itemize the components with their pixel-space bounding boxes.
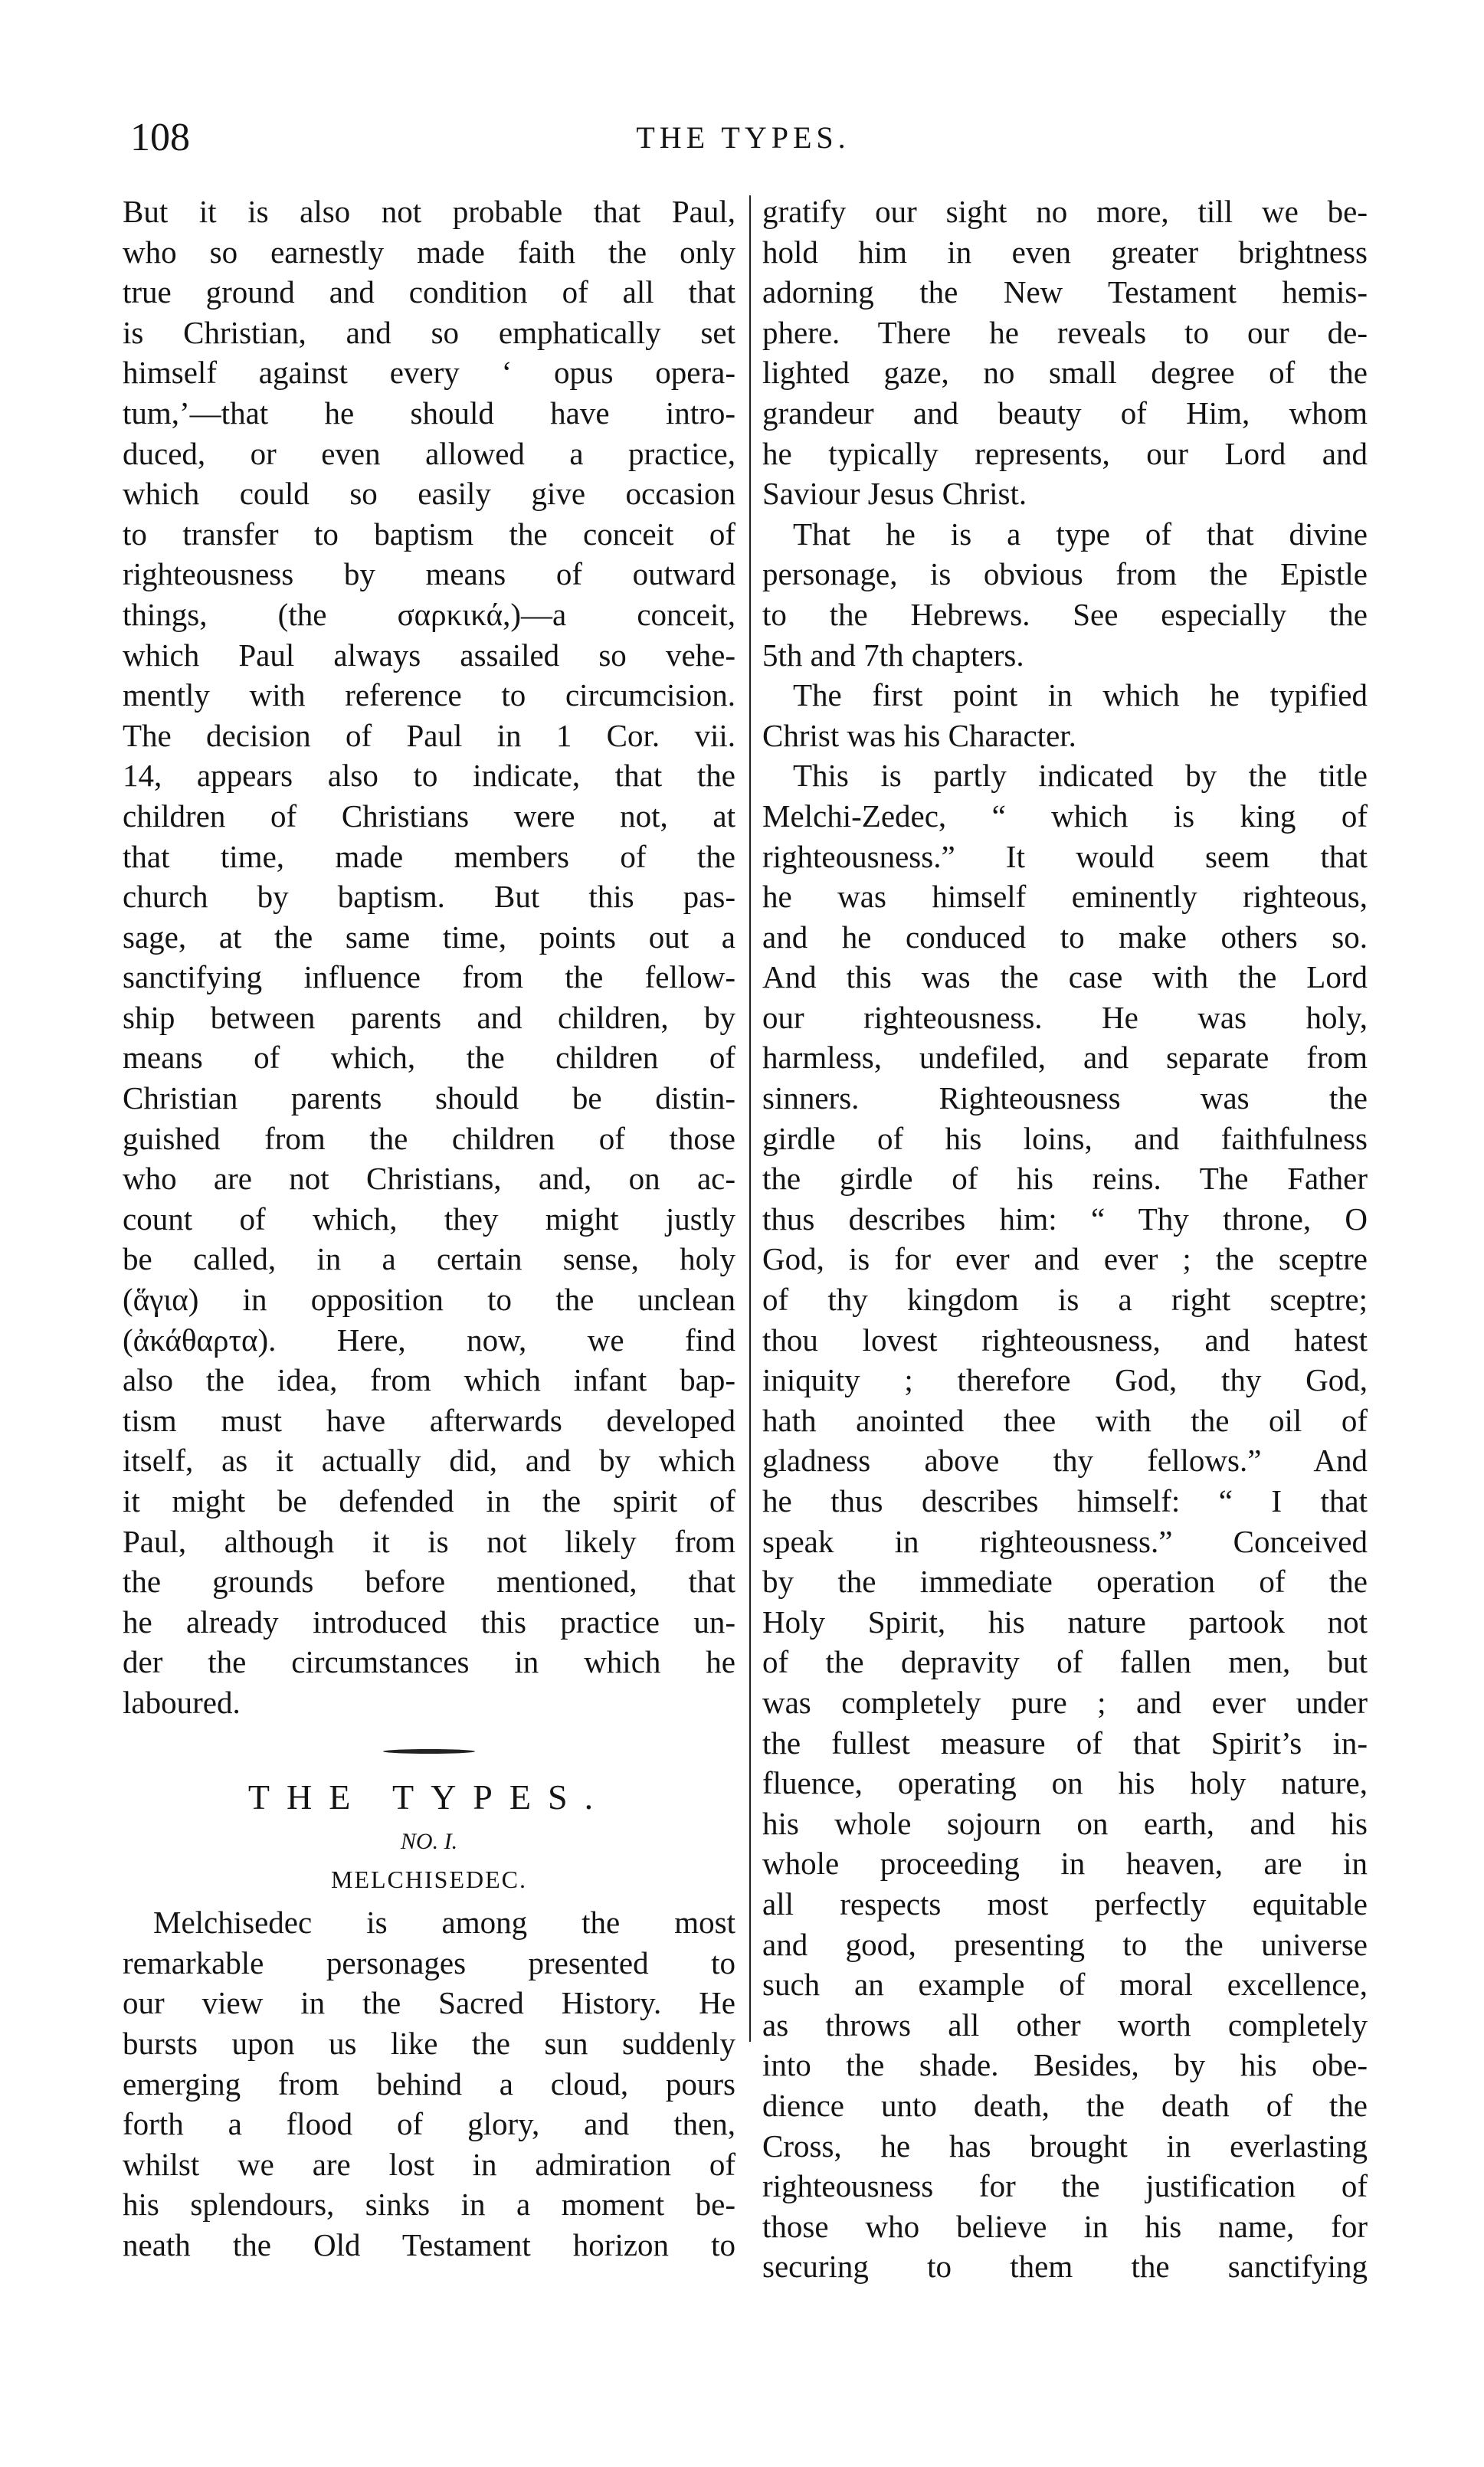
- section-title: THE TYPES.: [247, 1777, 611, 1817]
- text-line: which could so easily give occasion: [123, 476, 735, 512]
- text-line: righteousness by means of outward: [123, 556, 735, 592]
- text-line: Saviour Jesus Christ.: [762, 476, 1027, 512]
- text-line: thus describes him: “ Thy throne, O: [762, 1201, 1368, 1237]
- text-line: (ἅγια) in opposition to the unclean: [123, 1282, 735, 1318]
- text-line: harmless, undefiled, and separate from: [762, 1040, 1368, 1076]
- page-header: [130, 115, 1356, 176]
- text-line: ship between parents and children, by: [123, 999, 735, 1035]
- text-line: to the Hebrews. See especially the: [762, 596, 1368, 632]
- text-line: into the shade. Besides, by his obe-: [762, 2047, 1368, 2083]
- text-line: securing to them the sanctifying: [762, 2249, 1368, 2285]
- text-line: 14, appears also to indicate, that the: [123, 758, 735, 794]
- text-line: God, is for ever and ever ; the sceptre: [762, 1241, 1368, 1277]
- text-line: girdle of his loins, and faithfulness: [762, 1120, 1368, 1156]
- text-line: count of which, they might justly: [123, 1201, 735, 1237]
- text-line: which Paul always assailed so vehe-: [123, 637, 735, 673]
- text-line: who so earnestly made faith the only: [123, 234, 735, 270]
- text-line: by the immediate operation of the: [762, 1564, 1368, 1600]
- text-line: he typically represents, our Lord and: [762, 435, 1368, 471]
- text-line: gladness above thy fellows.” And: [762, 1443, 1368, 1479]
- text-line: hath anointed thee with the oil of: [762, 1402, 1368, 1438]
- text-line: it might be defended in the spirit of: [123, 1483, 735, 1519]
- text-line: 5th and 7th chapters.: [762, 637, 1024, 673]
- text-line: This is partly indicated by the title: [793, 758, 1368, 794]
- text-line: he was himself eminently righteous,: [762, 879, 1368, 915]
- text-line: That he is a type of that divine: [793, 516, 1368, 552]
- text-line: emerging from behind a cloud, pours: [123, 2066, 735, 2102]
- text-line: his splendours, sinks in a moment be-: [123, 2187, 735, 2223]
- text-line: to transfer to baptism the conceit of: [123, 516, 735, 552]
- text-line: mently with reference to circumcision.: [123, 677, 735, 713]
- text-line: grandeur and beauty of Him, whom: [762, 395, 1368, 431]
- text-line: Melchisedec is among the most: [153, 1905, 735, 1941]
- text-line: speak in righteousness.” Conceived: [762, 1523, 1368, 1559]
- text-line: whilst we are lost in admiration of: [123, 2146, 735, 2182]
- text-line: lighted gaze, no small degree of the: [762, 355, 1368, 391]
- right-column: [762, 192, 1368, 2287]
- text-line: neath the Old Testament horizon to: [123, 2226, 735, 2262]
- text-line: iniquity ; therefore God, thy God,: [762, 1362, 1368, 1398]
- text-line: such an example of moral excellence,: [762, 1967, 1368, 2003]
- text-line: also the idea, from which infant bap-: [123, 1362, 735, 1398]
- text-line: bursts upon us like the sun suddenly: [123, 2025, 735, 2061]
- text-line: and he conduced to make others so.: [762, 919, 1368, 955]
- text-line: who are not Christians, and, on ac-: [123, 1161, 735, 1197]
- text-line: is Christian, and so emphatically set: [123, 314, 735, 350]
- text-line: whole proceeding in heaven, are in: [762, 1846, 1368, 1882]
- text-line: dience unto death, the death of the: [762, 2087, 1368, 2123]
- text-line: all respects most perfectly equitable: [762, 1885, 1368, 1922]
- text-line: things, (the σαρκικά,)—a conceit,: [123, 596, 735, 632]
- text-line: Christian parents should be distin-: [123, 1080, 735, 1116]
- text-line: Cross, he has brought in everlasting: [762, 2128, 1368, 2164]
- text-line: sanctifying influence from the fellow-: [123, 959, 735, 995]
- text-line: remarkable personages presented to: [123, 1944, 735, 1980]
- text-line: (ἀκάθαρτα). Here, now, we find: [123, 1322, 735, 1358]
- text-line: sinners. Righteousness was the: [762, 1080, 1368, 1116]
- text-line: the girdle of his reins. The Father: [762, 1161, 1368, 1197]
- text-line: he already introduced this practice un-: [123, 1604, 735, 1640]
- text-line: church by baptism. But this pas-: [123, 879, 735, 915]
- text-line: itself, as it actually did, and by which: [123, 1443, 735, 1479]
- text-line: our view in the Sacred History. He: [123, 1985, 735, 2021]
- text-line: of thy kingdom is a right sceptre;: [762, 1282, 1368, 1318]
- text-line: The decision of Paul in 1 Cor. vii.: [123, 717, 735, 753]
- text-line: forth a flood of glory, and then,: [123, 2106, 735, 2142]
- section-ornament: [123, 1723, 735, 1764]
- text-line: tum,’—that he should have intro-: [123, 395, 735, 431]
- page-number: 108: [130, 116, 190, 159]
- text-line: his whole sojourn on earth, and his: [762, 1805, 1368, 1841]
- column-divider: [749, 195, 751, 2042]
- text-line: was completely pure ; and ever under: [762, 1684, 1368, 1720]
- text-line: phere. There he reveals to our de-: [762, 314, 1368, 350]
- text-line: personage, is obvious from the Epistle: [762, 556, 1368, 592]
- text-line: the grounds before mentioned, that: [123, 1564, 735, 1600]
- running-head: THE TYPES.: [636, 120, 850, 155]
- text-line: guished from the children of those: [123, 1120, 735, 1156]
- text-line: Melchi-Zedec, “ which is king of: [762, 798, 1368, 834]
- text-line: der the circumstances in which he: [123, 1644, 735, 1680]
- text-line: Paul, although it is not likely from: [123, 1523, 735, 1559]
- text-line: he thus describes himself: “ I that: [762, 1483, 1368, 1519]
- left-column: [123, 192, 735, 2266]
- text-line: adorning the New Testament hemis-: [762, 274, 1368, 310]
- text-line: The first point in which he typified: [793, 677, 1368, 713]
- section-subtitle: MELCHISEDEC.: [331, 1866, 527, 1894]
- text-line: children of Christians were not, at: [123, 798, 735, 834]
- text-line: be called, in a certain sense, holy: [123, 1241, 735, 1277]
- text-line: But it is also not probable that Paul,: [123, 194, 735, 229]
- text-line: and good, presenting to the universe: [762, 1926, 1368, 1962]
- text-line: our righteousness. He was holy,: [762, 999, 1368, 1035]
- text-line: that time, made members of the: [123, 838, 735, 874]
- text-line: gratify our sight no more, till we be-: [762, 194, 1368, 229]
- section-number: NO. I.: [400, 1829, 458, 1855]
- text-line: righteousness.” It would seem that: [762, 838, 1368, 874]
- text-line: sage, at the same time, points out a: [123, 919, 735, 955]
- text-line: true ground and condition of all that: [123, 274, 735, 310]
- text-line: of the depravity of fallen men, but: [762, 1644, 1368, 1680]
- text-line: fluence, operating on his holy nature,: [762, 1765, 1368, 1801]
- text-line: And this was the case with the Lord: [762, 959, 1368, 995]
- text-line: means of which, the children of: [123, 1040, 735, 1076]
- text-line: those who believe in his name, for: [762, 2208, 1368, 2244]
- text-line: hold him in even greater brightness: [762, 234, 1368, 270]
- text-line: righteousness for the justification of: [762, 2168, 1368, 2204]
- text-line: Christ was his Character.: [762, 717, 1076, 753]
- text-line: duced, or even allowed a practice,: [123, 435, 735, 471]
- text-line: tism must have afterwards developed: [123, 1402, 735, 1438]
- text-line: thou lovest righteousness, and hatest: [762, 1322, 1368, 1358]
- text-line: laboured.: [123, 1684, 241, 1720]
- text-line: Holy Spirit, his nature partook not: [762, 1604, 1368, 1640]
- text-line: as throws all other worth completely: [762, 2007, 1368, 2043]
- text-line: himself against every ‘ opus opera-: [123, 355, 735, 391]
- text-line: the fullest measure of that Spirit’s in-: [762, 1725, 1368, 1761]
